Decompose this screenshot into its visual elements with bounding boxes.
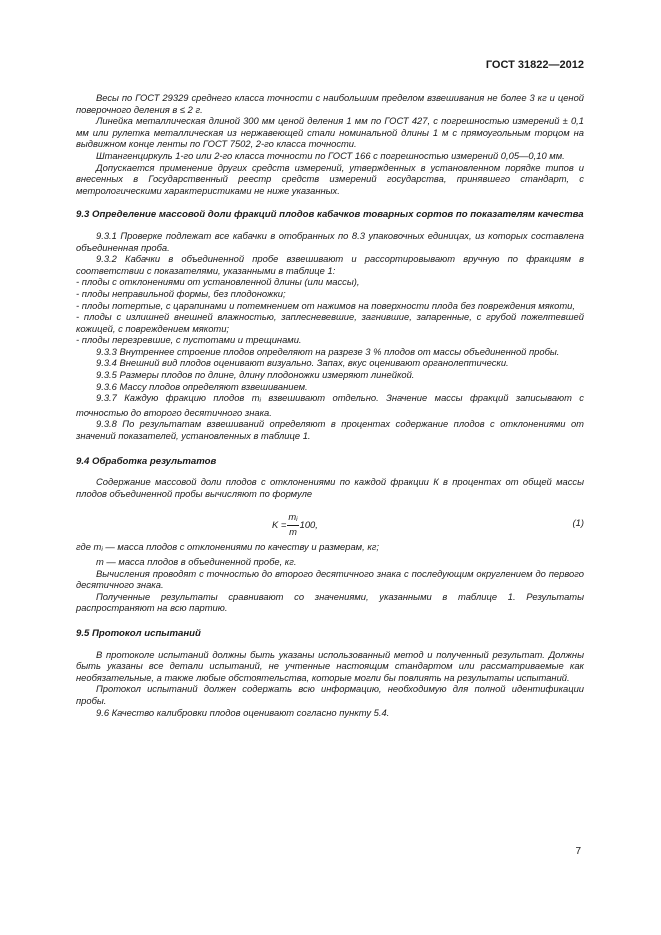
paragraph-other-instruments: Допускается применение других средств измерений, утвержденных в установленном порядке типов и внесенных в Государственный реестр средств измерений государства, принявшего стандарт, с метрологическими характеристиками не ниже указанных. xyxy=(76,161,584,196)
where-mi-subscript: i xyxy=(101,546,103,554)
where-mi-end: — масса плодов с отклонениями по качеству и размерам, кг; xyxy=(102,541,379,553)
formula-rhs: 100, xyxy=(299,518,318,530)
clause-9-3-7-end: взвешивают отдельно. Значение массы фракций записывают с точностью до второго десятичного знака. xyxy=(76,392,584,418)
page-body xyxy=(76,92,584,718)
list-item: - плоды потертые, с царапинами и потемнением от нажимов на поверхности плода без повреждения мякоти, xyxy=(76,299,575,311)
page-number: 7 xyxy=(575,846,581,857)
clause-9-6: 9.6 Качество калибровки плодов оценивают согласно пункту 5.4. xyxy=(96,706,390,718)
list-item: - плоды перезревшие, с пустотами и трещинами. xyxy=(76,334,302,346)
paragraph-formula-intro: Содержание массовой доли плодов с отклонениями по каждой фракции К в процентах от общей массы плодов объединенной пробы вычисляют по формуле xyxy=(76,476,584,499)
formula-1 xyxy=(76,507,584,537)
formula-number: (1) xyxy=(572,517,584,529)
formula-fraction xyxy=(287,511,298,537)
clause-9-3-2: 9.3.2 Кабачки в объединенной пробе взвешивают и рассортировывают вручную по фракциям в соответствии с показателями, указанными в таблице 1: xyxy=(76,253,584,276)
where-mi-start: где m xyxy=(76,541,102,553)
clause-9-3-1: 9.3.1 Проверке подлежат все кабачки в отобранных по 8.3 упаковочных единицах, из которых составлена объединенная проба. xyxy=(76,229,584,253)
clause-9-3-5: 9.3.5 Размеры плодов по длине, длину плодоножки измеряют линейкой. xyxy=(96,369,415,381)
list-item: - плоды неправильной формы, без плодоножки; xyxy=(76,287,286,299)
numerator-subscript: i xyxy=(296,516,298,524)
clause-9-3-8: 9.3.8 По результатам взвешиваний определяют в процентах содержание плодов с отклонениями от значений показателей, установленных в таблице 1. xyxy=(76,418,584,442)
section-9-3-heading: 9.3 Определение массовой доли фракций плодов кабачков товарных сортов по показателям качества xyxy=(76,209,584,221)
paragraph-rounding: Вычисления проводят с точностью до второго десятичного знака с последующим округлением до первого десятичного знака. xyxy=(76,567,584,591)
list-item: - плоды с отклонениями от установленной длины (или массы), xyxy=(76,276,360,288)
clause-9-3-7-start: 9.3.7 Каждую фракцию плодов m xyxy=(96,392,260,404)
formula-where-m: m — масса плодов в объединенной пробе, кг. xyxy=(96,556,297,567)
list-item: - плоды с излишней внешней влажностью, заплесневевшие, загнившие, запаренные, с грубой пожелтевшей кожицей, с повреждением мякоти; xyxy=(76,311,584,334)
document-header: ГОСТ 31822—2012 xyxy=(485,59,584,71)
formula-body xyxy=(272,511,318,537)
section-9-5-heading: 9.5 Протокол испытаний xyxy=(76,627,201,639)
subscript-i: i xyxy=(259,397,261,405)
formula-where-mi xyxy=(76,541,584,556)
section-9-4-heading: 9.4 Обработка результатов xyxy=(76,455,217,467)
paragraph-comparison: Полученные результаты сравнивают со значениями, указанными в таблице 1. Результаты распространяют на всю партию. xyxy=(76,590,584,614)
fraction-numerator xyxy=(287,511,298,526)
paragraph-caliper: Штангенциркуль 1-го или 2-го класса точности по ГОСТ 166 с погрешностью измерений 0,05—0,10 мм. xyxy=(96,149,565,161)
clause-9-3-3: 9.3.3 Внутреннее строение плодов определяют на разрезе 3 % плодов от массы объединенной пробы. xyxy=(96,345,560,357)
formula-lhs: K = xyxy=(272,518,287,530)
paragraph-ruler: Линейка металлическая длиной 300 мм ценой деления 1 мм по ГОСТ 427, с погрешностью измерений ± 0,1 мм или рулетка металлическая из нержавеющей стали номинальной длины 1 м с прямоугольным торцом на выдвижном конце ленты по ГОСТ 7502, 2-го класса точности. xyxy=(76,115,584,150)
clause-9-3-7 xyxy=(76,392,584,418)
paragraph-scales: Весы по ГОСТ 29329 среднего класса точности с наибольшим пределом взвешивания не более 3 кг и ценой поверочного деления в ≤ 2 г. xyxy=(76,92,584,115)
paragraph-protocol-2: Протокол испытаний должен содержать всю информацию, необходимую для полной идентификации пробы. xyxy=(76,683,584,706)
clause-9-3-4: 9.3.4 Внешний вид плодов оценивают визуально. Запах, вкус оценивают органолептически. xyxy=(96,357,509,369)
clause-9-3-6: 9.3.6 Массу плодов определяют взвешиванием. xyxy=(96,380,308,392)
fraction-denominator: m xyxy=(289,526,297,538)
numerator-variable: m xyxy=(288,511,297,523)
paragraph-protocol-1: В протоколе испытаний должны быть указаны использованный метод и полученный результат. Должны быть указаны все детали испытаний, не учтенные настоящим стандартом или рассматриваемые как необязательные, а также любые обстоятельства, которые могли бы повлиять на результаты испытаний. xyxy=(76,648,584,683)
